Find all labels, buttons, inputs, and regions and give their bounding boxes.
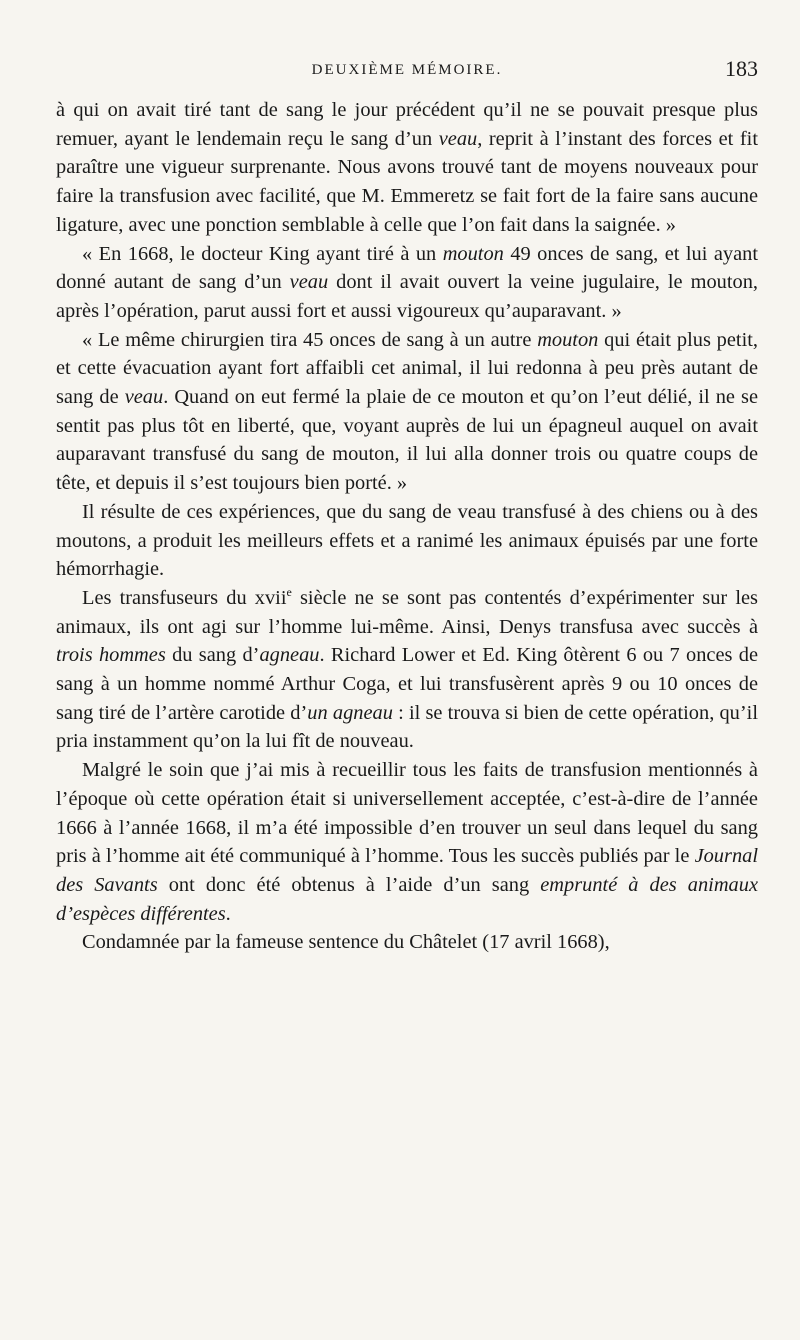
text-segment: Les transfuseurs du xvii: [82, 586, 287, 609]
paragraph: [56, 96, 758, 240]
italic-text: Journal des Savants: [56, 845, 758, 896]
italic-text: mouton: [537, 328, 599, 351]
paragraph: [56, 498, 758, 584]
text-segment: siècle ne se sont pas contentés d’expérimenter sur les animaux, ils ont agi sur l’homme lui-même. Ainsi, Denys transfusa avec succès à: [56, 586, 758, 638]
text-segment: « En 1668, le docteur King ayant tiré à un: [82, 242, 443, 265]
italic-text: emprunté à des animaux d’espèces différentes: [56, 873, 758, 925]
paragraph: [56, 326, 758, 498]
text-segment: Il résulte de ces expériences, que du sang de veau transfusé à des chiens ou à des moutons, a produit les meilleurs effets et a ranimé les animaux épuisés par une forte hémorrhagie.: [56, 500, 758, 581]
italic-text: trois hommes: [56, 644, 166, 667]
text-segment: , reprit à l’instant des forces et fit paraître une vigueur surprenante. Nous avons trouvé tant de moyens nouveaux pour faire la transfusion avec facilité, que M. Emmeretz se fait fort de la faire sans aucune ligature, avec une ponction semblable à celle que l’on fait dans la saignée. »: [56, 127, 758, 236]
paragraph: [56, 584, 758, 756]
italic-text: agneau: [259, 644, 320, 667]
text-segment: . Richard Lower et Ed. King ôtèrent 6 ou 7 onces de sang à un homme nommé Arthur Coga, et lui transfusèrent après 9 ou 10 onces de sang tiré de l’artère carotide d’: [56, 644, 758, 724]
paragraph: [56, 756, 758, 928]
page-header: [56, 56, 758, 96]
text-segment: ont donc été obtenus à l’aide d’un sang: [157, 873, 541, 896]
text-segment: : il se trouva si bien de cette opération, qu’il pria instamment qu’on la lui fît de nouveau.: [56, 701, 758, 753]
italic-text: veau: [438, 127, 478, 150]
italic-text: mouton: [442, 242, 504, 265]
superscript: e: [286, 585, 292, 600]
text-segment: du sang d’: [165, 644, 260, 667]
text-segment: . Quand on eut fermé la plaie de ce mouton et qu’on l’eut délié, il ne se sentit pas plus tôt en liberté, que, voyant auprès de lui un épagneul auquel on avait auparavant transfusé du sang de mouton, il lui alla donner trois ou quatre coups de tête, et depuis il s’est toujours bien porté. »: [56, 386, 758, 495]
italic-text: un agneau: [307, 701, 393, 724]
text-segment: 49 onces de sang, et lui ayant donné autant de sang d’un: [56, 242, 758, 294]
body-text: [56, 96, 758, 957]
text-segment: qui était plus petit, et cette évacuation ayant fort affaibli cet animal, il lui redonna à peu près autant de sang de: [56, 328, 759, 409]
page-number: 183: [725, 56, 758, 81]
paragraph: [56, 240, 758, 326]
text-segment: « Le même chirurgien tira 45 onces de sang à un autre: [82, 328, 538, 351]
paragraph: [56, 928, 758, 957]
text-segment: Condamnée par la fameuse sentence du Châtelet (17 avril 1668),: [82, 931, 610, 954]
book-page: [0, 56, 800, 1340]
text-segment: Malgré le soin que j’ai mis à recueillir tous les faits de transfusion mentionnés à l’époque où cette opération était si universellement acceptée, c’est-à-dire de l’année 1666 à l’année 1668, il m’a été impossible d’en trouver un seul dans lequel du sang pris à l’homme ait été communiqué à l’homme. Tous les succès publiés par le: [56, 759, 758, 868]
text-segment: .: [225, 902, 231, 925]
italic-text: veau: [124, 386, 164, 409]
text-segment: à qui on avait tiré tant de sang le jour précédent qu’il ne se pouvait presque plus remuer, ayant le lendemain reçu le sang d’un: [56, 99, 758, 150]
italic-text: veau: [289, 271, 329, 294]
text-segment: dont il avait ouvert la veine jugulaire, le mouton, après l’opération, parut aussi fort et aussi vigoureux qu’auparavant. »: [56, 271, 759, 322]
running-head: DEUXIÈME MÉMOIRE.: [311, 62, 503, 78]
